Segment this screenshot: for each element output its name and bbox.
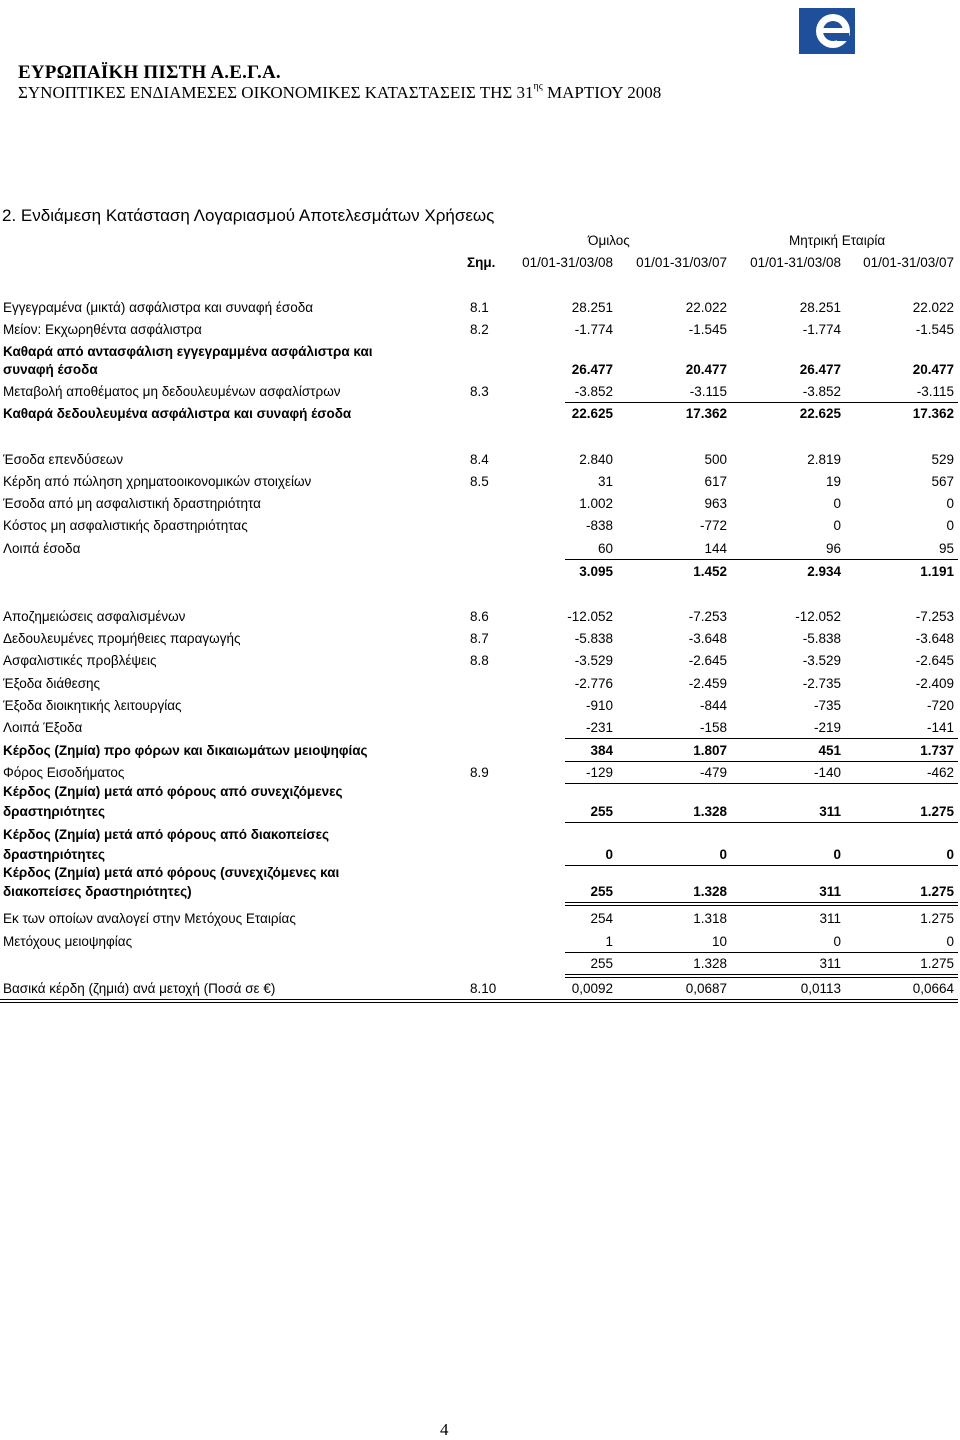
row-value: 2.934 — [807, 564, 841, 579]
period-header: 01/01-31/03/07 — [863, 255, 954, 270]
row-note: 8.1 — [470, 300, 489, 315]
row-label: Έξοδα διοικητικής λειτουργίας — [3, 698, 182, 713]
row-value: 500 — [704, 452, 727, 467]
row-value: -479 — [699, 765, 727, 780]
row-value: 1.002 — [579, 496, 613, 511]
row-value: 0 — [605, 847, 613, 862]
row-label-continuation: συναφή έσοδα — [3, 362, 98, 377]
row-label: Έξοδα διάθεσης — [3, 676, 101, 691]
row-value: 255 — [590, 884, 613, 899]
row-note: 8.3 — [470, 384, 489, 399]
row-value: 17.362 — [685, 406, 727, 421]
row-label: Φόρος Εισοδήματος — [3, 765, 125, 780]
row-label: Εγγεγραμένα (μικτά) ασφάλιστρα και συναφή έσοδα — [3, 300, 314, 315]
subtotal-rule — [565, 761, 958, 762]
total-double-rule — [565, 974, 958, 978]
row-value: 28.251 — [799, 300, 841, 315]
row-value: 0 — [833, 847, 841, 862]
row-label: Κέρδη από πώληση χρηματοοικονομικών στοιχείων — [3, 474, 312, 489]
row-value: 1.275 — [920, 956, 954, 971]
row-value: 1.275 — [920, 884, 954, 899]
row-value: 2.840 — [579, 452, 613, 467]
row-value: 0 — [946, 847, 954, 862]
row-value: 0,0664 — [912, 981, 954, 996]
row-label: Μετόχους μειοψηφίας — [3, 934, 133, 949]
row-value: -3.648 — [688, 631, 727, 646]
row-value: 255 — [590, 804, 613, 819]
row-label: Κέρδος (Ζημία) μετά από φόρους από διακοπείσες — [3, 827, 330, 842]
row-value: 2.819 — [807, 452, 841, 467]
total-double-rule — [0, 999, 958, 1003]
row-value: -129 — [585, 765, 613, 780]
row-value: -462 — [926, 765, 954, 780]
period-header: 01/01-31/03/08 — [522, 255, 613, 270]
subtitle-date: ΜΑΡΤΙΟΥ 2008 — [542, 83, 662, 102]
row-value: -3.529 — [574, 653, 613, 668]
row-label: Έσοδα επενδύσεων — [3, 452, 124, 467]
row-value: 1.807 — [693, 743, 727, 758]
period-header: 01/01-31/03/07 — [636, 255, 727, 270]
parent-column-header: Μητρική Εταιρία — [789, 233, 886, 248]
row-value: -838 — [585, 518, 613, 533]
row-note: 8.9 — [470, 765, 489, 780]
total-double-rule — [565, 902, 958, 906]
row-value: -1.774 — [574, 322, 613, 337]
row-value: -5.838 — [802, 631, 841, 646]
row-label: Καθαρά δεδουλευμένα ασφάλιστρα και συναφή έσοδα — [3, 406, 352, 421]
row-value: 255 — [590, 956, 613, 971]
row-value: 0 — [719, 847, 727, 862]
row-value: -2.645 — [915, 653, 954, 668]
row-note: 8.4 — [470, 452, 489, 467]
row-value: 567 — [931, 474, 954, 489]
row-value: -844 — [699, 698, 727, 713]
row-value: 31 — [597, 474, 613, 489]
row-label: Καθαρά από αντασφάλιση εγγεγραμμένα ασφάλιστρα και — [3, 344, 373, 359]
row-value: 19 — [825, 474, 841, 489]
row-label: Βασικά κέρδη (ζημιά) ανά μετοχή (Ποσά σε €) — [3, 981, 276, 996]
row-note: 8.8 — [470, 653, 489, 668]
row-value: 26.477 — [571, 362, 613, 377]
row-value: -7.253 — [688, 609, 727, 624]
row-value: -12.052 — [567, 609, 613, 624]
subtotal-rule — [565, 738, 958, 739]
row-note: 8.5 — [470, 474, 489, 489]
eurolife-logo-icon — [797, 6, 857, 56]
row-value: 10 — [711, 934, 727, 949]
row-value: -2.459 — [688, 676, 727, 691]
row-value: 0 — [946, 518, 954, 533]
group-column-header: Όμιλος — [588, 233, 630, 248]
row-value: -735 — [813, 698, 841, 713]
row-value: 1 — [605, 934, 613, 949]
row-value: 20.477 — [685, 362, 727, 377]
row-label: Κέρδος (Ζημία) μετά από φόρους (συνεχιζόμενες και — [3, 865, 340, 880]
row-value: 1.452 — [693, 564, 727, 579]
row-value: 20.477 — [912, 362, 954, 377]
subtotal-rule — [565, 402, 958, 403]
row-value: 28.251 — [571, 300, 613, 315]
row-label: Ασφαλιστικές προβλέψεις — [3, 653, 157, 668]
row-value: 0,0687 — [685, 981, 727, 996]
row-value: -3.115 — [689, 384, 727, 399]
row-label-continuation: δραστηριότητες — [3, 804, 106, 819]
row-label-continuation: διακοπείσες δραστηριότητες) — [3, 884, 192, 899]
row-note: 8.10 — [470, 981, 497, 996]
row-value: -12.052 — [795, 609, 841, 624]
row-value: -1.545 — [915, 322, 954, 337]
row-label: Κέρδος (Ζημία) μετά από φόρους από συνεχιζόμενες — [3, 784, 343, 799]
row-value: 1.328 — [693, 956, 727, 971]
row-label: Μείον: Εκχωρηθέντα ασφάλιστρα — [3, 322, 202, 337]
row-value: 0,0113 — [800, 981, 841, 996]
row-value: -1.774 — [802, 322, 841, 337]
row-value: 311 — [819, 884, 841, 899]
row-value: -720 — [926, 698, 954, 713]
subtotal-rule — [565, 865, 958, 866]
row-value: 451 — [818, 743, 841, 758]
row-value: -158 — [699, 720, 727, 735]
row-label: Εκ των οποίων αναλογεί στην Μετόχους Εταιρίας — [3, 911, 296, 926]
row-label: Μεταβολή αποθέματος μη δεδουλευμένων ασφαλίστρων — [3, 384, 341, 399]
row-value: 3.095 — [579, 564, 613, 579]
row-label-continuation: δραστηριότητες — [3, 847, 106, 862]
report-subtitle — [18, 83, 661, 103]
row-value: 1.275 — [920, 911, 954, 926]
row-value: 96 — [825, 541, 841, 556]
row-label: Αποζημειώσεις ασφαλισμένων — [3, 609, 186, 624]
row-value: 1.737 — [920, 743, 954, 758]
row-value: -2.645 — [688, 653, 727, 668]
row-value: -3.529 — [802, 653, 841, 668]
subtotal-rule — [565, 822, 958, 823]
row-label: Κόστος μη ασφαλιστικής δραστηριότητας — [3, 518, 248, 533]
row-note: 8.2 — [470, 322, 489, 337]
subtotal-rule — [565, 952, 958, 953]
row-label: Δεδουλευμένες προμήθειες παραγωγής — [3, 631, 241, 646]
row-value: 0 — [946, 496, 954, 511]
subtitle-superscript: ης — [533, 81, 543, 93]
subtitle-text: ΣΥΝΟΠΤΙΚΕΣ ΕΝΔΙΑΜΕΣΕΣ ΟΙΚΟΝΟΜΙΚΕΣ ΚΑΤΑΣΤΑΣΕΙΣ ΤΗΣ 31 — [18, 83, 534, 102]
row-value: 0 — [833, 496, 841, 511]
row-value: 529 — [931, 452, 954, 467]
row-value: 1.275 — [920, 804, 954, 819]
row-value: 0 — [833, 518, 841, 533]
row-value: -2.735 — [802, 676, 841, 691]
row-note: 8.7 — [470, 631, 489, 646]
row-value: -3.648 — [915, 631, 954, 646]
row-value: 311 — [819, 804, 841, 819]
row-value: -140 — [813, 765, 841, 780]
row-label: Έσοδα από μη ασφαλιστική δραστηριότητα — [3, 496, 261, 511]
period-header: 01/01-31/03/08 — [750, 255, 841, 270]
row-value: 384 — [590, 743, 613, 758]
row-value: 1.328 — [693, 884, 727, 899]
row-value: -231 — [585, 720, 613, 735]
row-value: -2.409 — [915, 676, 954, 691]
row-value: 22.022 — [912, 300, 954, 315]
page-number: 4 — [440, 1420, 449, 1439]
row-value: -7.253 — [915, 609, 954, 624]
note-column-header: Σημ. — [467, 255, 496, 270]
row-value: 0,0092 — [571, 981, 613, 996]
row-value: -1.545 — [688, 322, 727, 337]
row-value: -5.838 — [574, 631, 613, 646]
row-value: -219 — [813, 720, 841, 735]
row-note: 8.6 — [470, 609, 489, 624]
row-label: Κέρδος (Ζημία) προ φόρων και δικαιωμάτων μειοψηφίας — [3, 743, 368, 758]
row-value: -910 — [585, 698, 613, 713]
row-value: 22.625 — [799, 406, 841, 421]
row-value: 311 — [819, 911, 841, 926]
row-value: -3.852 — [802, 384, 841, 399]
subtotal-rule — [565, 559, 958, 560]
row-value: 95 — [938, 541, 954, 556]
row-label: Λοιπά έσοδα — [3, 541, 81, 556]
row-value: -141 — [926, 720, 954, 735]
row-label: Λοιπά Έξοδα — [3, 720, 83, 735]
row-value: 1.318 — [693, 911, 727, 926]
row-value: -772 — [699, 518, 727, 533]
row-value: 60 — [597, 541, 613, 556]
row-value: -2.776 — [574, 676, 613, 691]
subtotal-rule — [565, 783, 958, 784]
row-value: 963 — [704, 496, 727, 511]
company-name: ΕΥΡΩΠΑΪΚΗ ΠΙΣΤΗ Α.Ε.Γ.Α. — [18, 62, 281, 83]
row-value: 254 — [590, 911, 613, 926]
row-value: 22.022 — [685, 300, 727, 315]
row-value: 617 — [704, 474, 727, 489]
row-value: 1.328 — [693, 804, 727, 819]
row-value: -3.852 — [574, 384, 613, 399]
row-value: 144 — [704, 541, 727, 556]
row-value: -3.115 — [916, 384, 954, 399]
row-value: 26.477 — [799, 362, 841, 377]
section-title: 2. Ενδιάμεση Κατάσταση Λογαριασμού Αποτελεσμάτων Χρήσεως — [2, 206, 495, 225]
row-value: 311 — [819, 956, 841, 971]
row-value: 17.362 — [912, 406, 954, 421]
row-value: 0 — [946, 934, 954, 949]
row-value: 0 — [833, 934, 841, 949]
row-value: 1.191 — [920, 564, 954, 579]
row-value: 22.625 — [571, 406, 613, 421]
